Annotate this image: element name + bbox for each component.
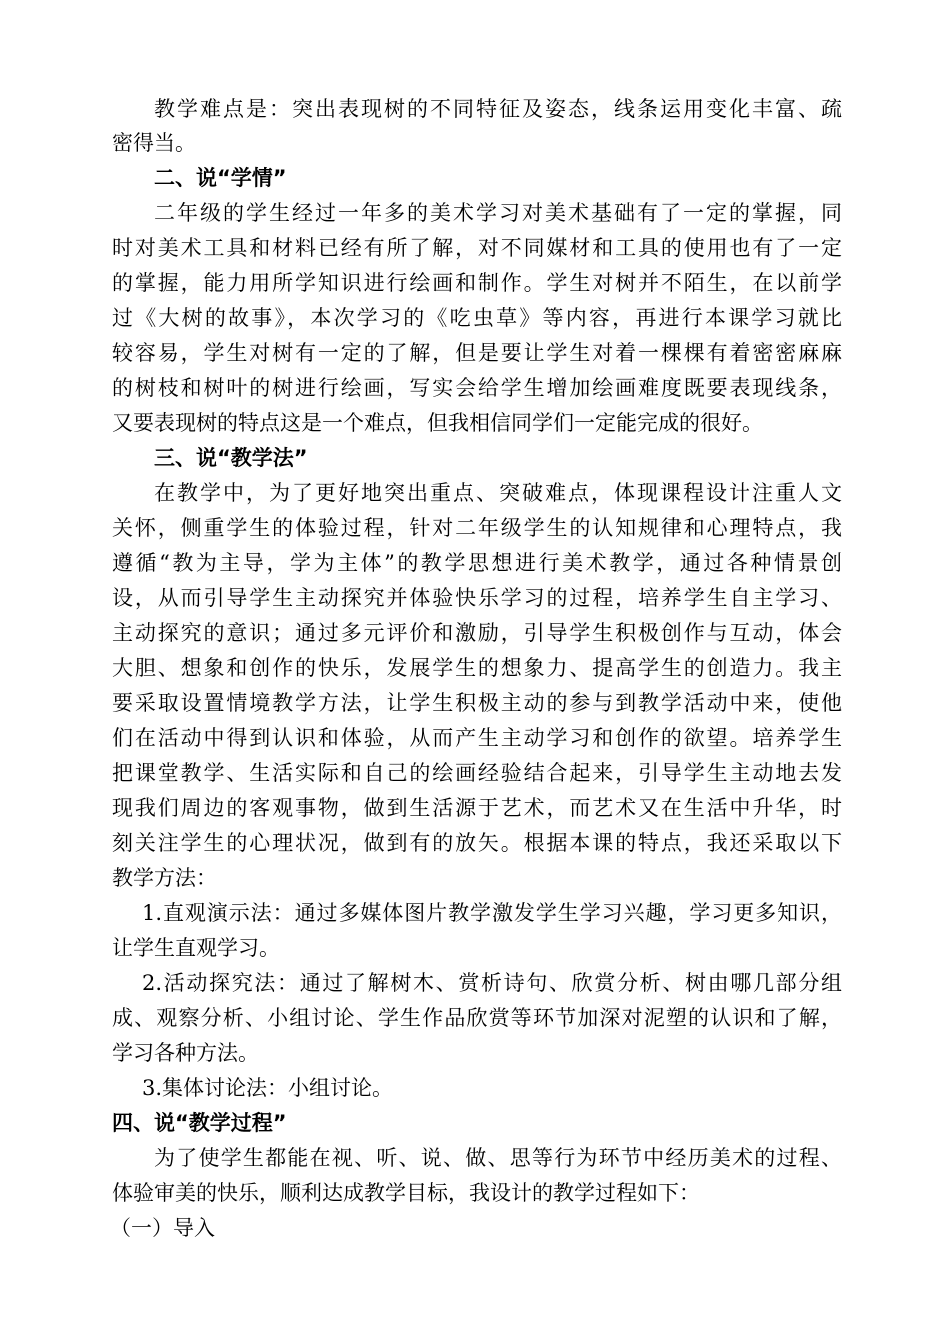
subsection-heading: （一）导入 [110, 1216, 215, 1240]
paragraph-line: 又要表现树的特点这是一个难点，但我相信同学们一定能完成的很好。 [112, 411, 763, 435]
list-item-line: 1.直观演示法：通过多媒体图片教学激发学生学习兴趣，学习更多知识， [142, 901, 842, 925]
paragraph-line: 教学方法： [112, 866, 217, 890]
paragraph-line: 在教学中，为了更好地突出重点、突破难点，体现课程设计注重人文 [154, 481, 842, 505]
paragraph-line: 的树枝和树叶的树进行绘画，写实会给学生增加绘画难度既要表现线条， [112, 376, 842, 400]
paragraph-line: 时对美术工具和材料已经有所了解，对不同媒材和工具的使用也有了一定 [112, 236, 842, 260]
list-item-line: 让学生直观学习。 [112, 936, 280, 960]
list-item-line: 成、观察分析、小组讨论、学生作品欣赏等环节加深对泥塑的认识和了解， [112, 1006, 842, 1030]
paragraph-line: 要采取设置情境教学方法，让学生积极主动的参与到教学活动中来，使他 [112, 691, 842, 715]
paragraph-line: 较容易，学生对树有一定的了解，但是要让学生对着一棵棵有着密密麻麻 [112, 341, 842, 365]
list-item-line: 学习各种方法。 [112, 1041, 259, 1065]
paragraph-line: 过《大树的故事》，本次学习的《吃虫草》等内容，再进行本课学习就比 [112, 306, 842, 330]
paragraph-line: 刻关注学生的心理状况，做到有的放矢。根据本课的特点，我还采取以下 [112, 831, 842, 855]
list-item-line: 3.集体讨论法：小组讨论。 [142, 1076, 394, 1100]
paragraph-line: 把课堂教学、生活实际和自己的绘画经验结合起来，引导学生主动地去发 [112, 761, 842, 785]
list-item-line: 2.活动探究法：通过了解树木、赏析诗句、欣赏分析、树由哪几部分组 [142, 971, 842, 995]
paragraph-line: 设，从而引导学生主动探究并体验快乐学习的过程，培养学生自主学习、 [112, 586, 842, 610]
paragraph-line: 教学难点是：突出表现树的不同特征及姿态，线条运用变化丰富、疏 [154, 97, 842, 121]
section-heading: 四、说“教学过程” [112, 1111, 287, 1135]
paragraph-line: 大胆、想象和创作的快乐，发展学生的想象力、提高学生的创造力。我主 [112, 656, 842, 680]
paragraph-line: 现我们周边的客观事物，做到生活源于艺术，而艺术又在生活中升华，时 [112, 796, 842, 820]
section-heading: 二、说“学情” [154, 166, 287, 190]
paragraph-line: 二年级的学生经过一年多的美术学习对美术基础有了一定的掌握，同 [154, 201, 842, 225]
paragraph-line: 遵循“教为主导，学为主体”的教学思想进行美术教学，通过各种情景创 [112, 551, 842, 575]
paragraph-line: 主动探究的意识；通过多元评价和激励，引导学生积极创作与互动，体会 [112, 621, 842, 645]
paragraph-line: 的掌握，能力用所学知识进行绘画和制作。学生对树并不陌生，在以前学 [112, 271, 842, 295]
paragraph-line: 密得当。 [112, 131, 196, 155]
paragraph-line: 体验审美的快乐，顺利达成教学目标，我设计的教学过程如下： [112, 1181, 700, 1205]
paragraph-line: 们在活动中得到认识和体验，从而产生主动学习和创作的欲望。培养学生 [112, 726, 842, 750]
paragraph-line: 为了使学生都能在视、听、说、做、思等行为环节中经历美术的过程、 [154, 1146, 842, 1170]
section-heading: 三、说“教学法” [154, 446, 308, 470]
paragraph-line: 关怀，侧重学生的体验过程，针对二年级学生的认知规律和心理特点，我 [112, 516, 842, 540]
